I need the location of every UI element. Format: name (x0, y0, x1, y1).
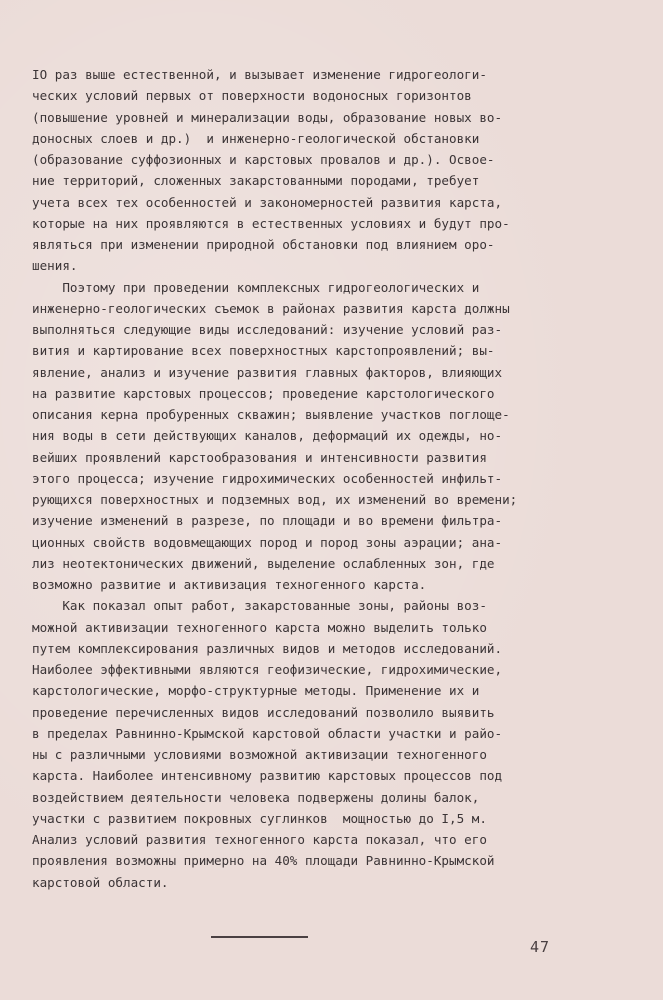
text-line: изучение изменений в разрезе, по площади и во времени фильтра- (32, 513, 503, 529)
text-line: которые на них проявляются в естественных условиях и будут про- (32, 215, 510, 231)
text-line: лиз неотектонических движений, выделение ослабленных зон, где (32, 555, 495, 571)
text-line: ны с различными условиями возможной активизации техногенного (32, 747, 487, 762)
text-line: описания керна пробуренных скважин; выявление участков поглоще- (32, 407, 510, 422)
text-line: этого процесса; изучение гидрохимических особенностей инфильт- (32, 470, 503, 486)
text-line: вития и картирование всех поверхностных карстопроявлений; вы- (32, 343, 495, 359)
text-line: учета всех тех особенностей и закономерностей развития карста, (32, 194, 503, 210)
text-line: Анализ условий развития техногенного карста показал, что его (32, 832, 487, 847)
text-line: (образование суффозионных и карстовых провалов и др.). Освое- (32, 152, 495, 167)
text-line: Наиболее эффективными являются геофизические, гидрохимические, (32, 662, 503, 677)
text-line: ческих условий первых от поверхности водоносных горизонтов (32, 88, 472, 104)
text-line: Поэтому при проведении комплексных гидрогеологических и (32, 279, 480, 295)
text-line: явление, анализ и изучение развития главных факторов, влияющих (32, 364, 503, 380)
text-line: ционных свойств водовмещающих пород и пород зоны аэрации; ана- (32, 534, 503, 550)
text-line: на развитие карстовых процессов; проведение карстологического (32, 385, 495, 401)
text-line: ния воды в сети действующих каналов, деформаций их одежды, но- (32, 428, 503, 444)
text-line: в пределах Равнинно-Крымской карстовой области участки и райо- (32, 725, 503, 741)
text-line: IO раз выше естественной, и вызывает изменение гидрогеологи- (32, 67, 487, 82)
text-line: ние территорий, сложенных закарстованными породами, требует (32, 173, 480, 189)
text-line: шения. (32, 258, 78, 274)
text-line: воздействием деятельности человека подвержены долины балок, (32, 789, 480, 805)
text-line: карста. Наиболее интенсивному развитию карстовых процессов под (32, 768, 503, 784)
text-line: (повышение уровней и минерализации воды, образование новых во- (32, 109, 503, 125)
page-number: 47 (530, 938, 551, 956)
text-line: проведение перечисленных видов исследований позволило выявить (32, 704, 495, 720)
text-line: возможно развитие и активизация техногенного карста. (32, 577, 427, 592)
text-line: рующихся поверхностных и подземных вод, их изменений во времени; (32, 492, 518, 507)
text-line: инженерно-геологических съемок в районах развития карста должны (32, 300, 510, 316)
section-divider (211, 936, 308, 938)
text-line: вейших проявлений карстообразования и интенсивности развития (32, 449, 487, 465)
text-line: выполняться следующие виды исследований: изучение условий раз- (32, 322, 503, 337)
text-line: являться при изменении природной обстановки под влиянием оро- (32, 237, 495, 252)
text-line: участки с развитием покровных суглинков мощностью до I,5 м. (32, 810, 487, 826)
text-line: путем комплексирования различных видов и методов исследований. (32, 640, 503, 656)
text-line: проявления возможны примерно на 40% площади Равнинно-Крымской (32, 853, 495, 869)
text-line: карстологические, морфо-структурные методы. Применение их и (32, 683, 480, 699)
text-line: можной активизации техногенного карста можно выделить только (32, 619, 487, 635)
text-line: Как показал опыт работ, закарстованные зоны, районы воз- (32, 598, 487, 614)
body-text (32, 64, 644, 893)
text-line: доносных слоев и др.) и инженерно-геологической обстановки (32, 130, 480, 146)
text-line: карстовой области. (32, 874, 169, 890)
